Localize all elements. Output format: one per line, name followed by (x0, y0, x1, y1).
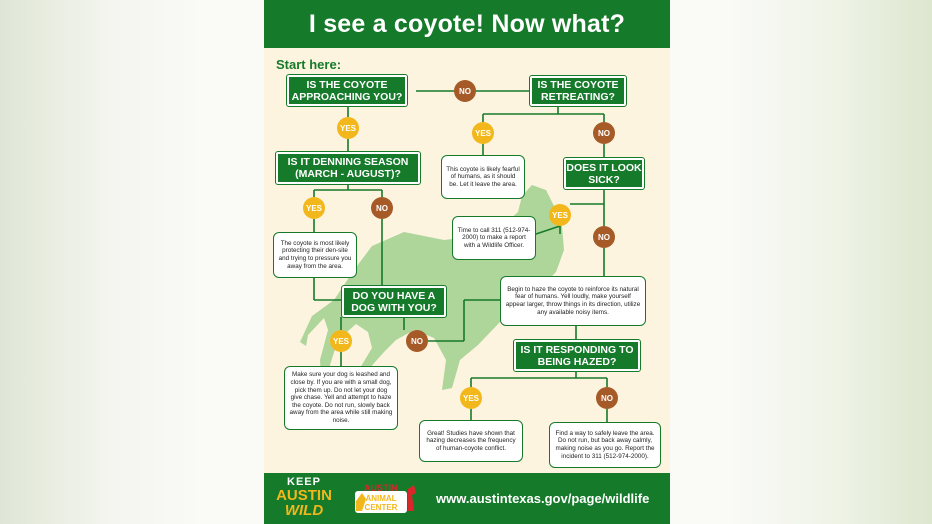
no-circle: NO (406, 330, 428, 352)
question-dog: DO YOU HAVE A DOG WITH YOU? (342, 286, 446, 317)
yes-circle: YES (330, 330, 352, 352)
poster-title: I see a coyote! Now what? (264, 0, 670, 48)
haze-box: Begin to haze the coyote to reinforce its natural fear of humans. Yell loudly, make yourself appear larger, throw things in its direction, utilize any available noisy items. (500, 276, 646, 326)
great-box: Great! Studies have shown that hazing decreases the frequency of human-coyote conflict. (419, 420, 523, 462)
yes-circle: YES (337, 117, 359, 139)
logo-austin: AUSTIN (276, 487, 332, 504)
dog-leash-box: Make sure your dog is leashed and close by. If you are with a small dog, pick them up. Do not let your dog give chase. Yell and attempt to haze the coyote. Do not run, slowly back away from the area while still making noise. (284, 366, 398, 430)
animal-center-subtitle: ANIMAL CENTER (364, 494, 398, 512)
call-311-box: Time to call 311 (512-974-2000) to make a report with a Wildlife Officer. (452, 216, 536, 260)
start-label: Start here: (276, 57, 342, 72)
logo-wild: WILD (284, 502, 324, 519)
question-sick: DOES IT LOOK SICK? (564, 158, 644, 189)
logo-keep: KEEP (287, 476, 321, 488)
keep-austin-wild-logo (270, 477, 338, 521)
austin-animal-center-logo (354, 481, 418, 519)
no-circle: NO (593, 122, 615, 144)
question-hazed: IS IT RESPONDING TO BEING HAZED? (514, 340, 640, 371)
no-circle: NO (593, 226, 615, 248)
wildlife-url[interactable]: www.austintexas.gov/page/wildlife (436, 491, 650, 506)
question-approaching: IS THE COYOTE APPROACHING YOU? (287, 75, 407, 106)
yes-circle: YES (460, 387, 482, 409)
no-circle: NO (454, 80, 476, 102)
question-denning: IS IT DENNING SEASON (MARCH - AUGUST)? (276, 152, 420, 184)
fearful-box: This coyote is likely fearful of humans, as it should be. Let it leave the area. (441, 155, 525, 199)
no-circle: NO (371, 197, 393, 219)
yes-circle: YES (303, 197, 325, 219)
den-site-box: The coyote is most likely protecting their den-site and trying to pressure you away from the area. (273, 232, 357, 278)
infographic-poster (264, 0, 670, 524)
no-circle: NO (596, 387, 618, 409)
leave-area-box: Find a way to safely leave the area. Do not run, but back away calmly, making noise as you go. Report the incident to 311 (512-974-2000). (549, 422, 661, 468)
question-retreating: IS THE COYOTE RETREATING? (530, 76, 626, 106)
yes-circle: YES (472, 122, 494, 144)
yes-circle: YES (549, 204, 571, 226)
animal-center-title: AUSTIN (364, 483, 398, 493)
